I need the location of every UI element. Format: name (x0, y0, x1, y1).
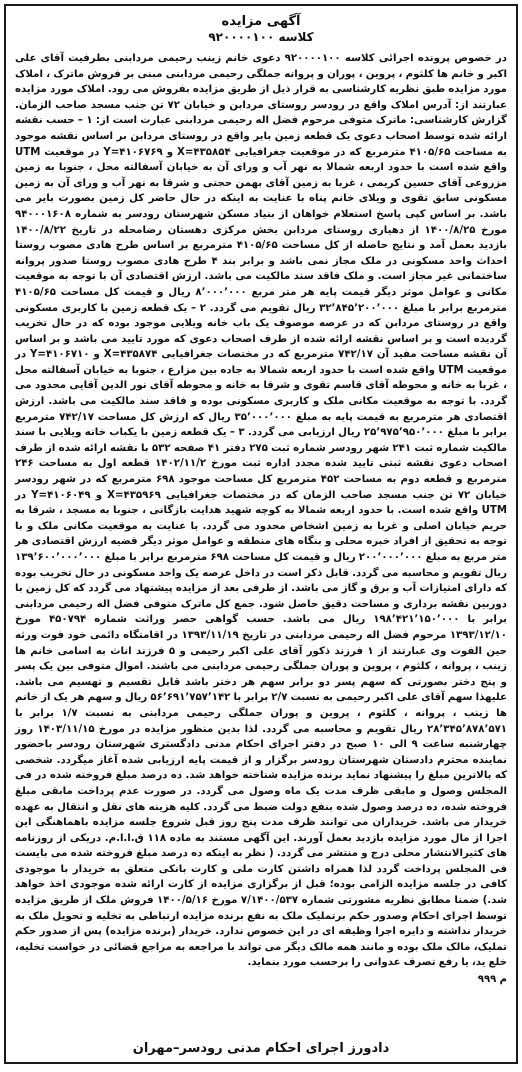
notice-header (15, 14, 507, 45)
case-number: کلاسه ۹۲۰۰۰۰۱۰۰ (208, 30, 314, 44)
signature-line: دادورز اجرای احکام مدنی رودسر–مهران (132, 1041, 390, 1056)
auction-notice (4, 4, 518, 1064)
notice-body: در خصوص پرونده اجرائی کلاسه ۹۲۰۰۰۰۱۰۰ دعوی خانم زینب رحیمی مردابنی بطرفیت آقای علی اکبر و خانم ها کلثوم ، پروین ، پوران و پروانه جملگی رحیمی مردابنی مبنی بر فروش ماترک ، املاک مورد مزایده طبق نظریه کارشناسی به قرار ذیل از طریق مزایده بفروش می رود. املاک مورد مزایده عبارتند از: آدرس املاک واقع در رودسر روستای مردابن و خیابان ۷۲ تن جنب مسجد صاحب الزمان. گزارش کارشناسی: ماترک متوفی مرحوم فضل اله رحیمی مردابنی عبارت است از: ۱ – حسب نقشه ارائه شده توسط اصحاب دعوی یک قطعه زمین بایر واقع در روستای مردابن بر اساس نقشه موجود به مساحت ۴۱۰۵/۶۵ مترمربع که در موقعیت جغرافیایی X=۴۳۵۸۵۴ و Y=۴۱۰۶۷۶۹ در موقعیت UTM واقع شده است با حدود اربعه شمالا به نهر آب و ورای آن به خیابان آسفالته محل ، جنوبا به زمین مزروعی آقای حسین کریمی ، غربا به زمین آقای بهمن حجتی و شرقا به نهر آب و ورای آن به زمین مسکونی سابق تقوی و ویلای خانم پناه با عنایت به اینکه در حال حاضر کل زمین بصورت بایر می باشد. بر اساس کپی پاسخ استعلام خواهان از بنیاد مسکن شهرستان رودسر به شماره ۹۴۰۰۰۱۶۰۸ مورخ ۱۴۰۰/۸/۲۵ از دهیاری روستای مردابن بخش مرکزی دهستان رضامحله در تاریخ ۱۴۰۰/۸/۲۲ بازدید بعمل آمد و نتایج حاصله از کل مساحت ۴۱۰۵/۶۵ مترمربع بر اساس طرح هادی مصوب روستا احداث واحد مسکونی در ملک مجاز نمی باشد و برابر بند ۴ طرح هادی مصوب روستا صدور پروانه ساختمانی غیر مجاز است. و ملک فاقد سند مالکیت می باشد. ارزش اقتصادی آن با توجه به موقعیت مکانی و عوامل موثر دیگر قیمت پایه هر متر مربع ۸٬۰۰۰٬۰۰۰ ریال و قیمت کل مساحت ۴۱۰۵/۶۵ مترمربع برابر با مبلغ ۳۲٬۸۴۵٬۲۰۰٬۰۰۰ ریال تقویم می گردد. ۲ – یک قطعه زمین با کاربری مسکونی واقع در روستای مردابن که در عرصه موصوف یک باب خانه ویلایی موجود بوده که در حال تخریب گردیده است و بر اساس نقشه ارائه شده از طرف اصحاب دعوی که مورد تایید می باشد و بر اساس آن نقشه مساحت مفید آن ۷۴۲/۱۷ مترمربع که در مختصات جغرافیایی X=۴۳۵۸۷۴ و Y=۴۱۰۶۷۱۰ در موقعیت UTM واقع شده است با حدود اربعه شمالا به جاده بین مزارع ، جنوبا به خیابان آسفالته محل ، غربا به خانه و محوطه آقای قاسم تقوی و شرقا به خانه و محوطه آقای نور الدین آقایی محدود می گردد. با توجه به موقعیت مکانی ملک و کاربری مسکونی بوده و فاقد سند مالکیت می باشد. ارزش اقتصادی هر مترمربع به قیمت پایه به مبلغ ۳۵٬۰۰۰٬۰۰۰ ریال که ارزش کل مساحت ۷۴۲/۱۷ مترمربع برابر با مبلغ ۲۵٬۹۷۵٬۹۵۰٬۰۰۰ ریال ارزیابی می گردد. ۳ – یک قطعه زمین با یکباب خانه ویلایی با سند مالکیت شماره ثبت ۲۴۱ شهر رودسر شماره ثبت ۲۷۵ دفتر ۴۱ صفحه ۵۳۲ با نقشه ارائه شده از طرف اصحاب دعوی نقشه ثبتی تایید شده مجدد اداره ثبت مورخ ۱۴۰۲/۱۱/۲ قطعه اول به مساحت ۲۴۶ مترمربع و قطعه دوم به مساحت ۴۵۲ مترمربع کل مساحت موجود ۶۹۸ مترمربع که در شهر رودسر خیابان ۷۲ تن جنب مسجد صاحب الزمان که در مختصات جغرافیایی X=۴۳۵۹۶۹ و Y=۴۱۰۶۰۴۹ در UTM واقع شده است. با حدود اربعه شمالا به کوچه شهید هدایت بازگانی ، جنوبا به مسجد ، شرقا به حریم خیابان اصلی و غربا به زمین اشخاص محدود می گردد. با عنایت به موقعیت مکانی ملک و با توجه به تحقیق از افراد خبره محلی و بنگاه های منطقه و عوامل موثر دیگر قضیه ارزش اقتصادی هر متر مربع به مبلغ ۲۰۰٬۰۰۰٬۰۰۰ ریال و قیمت کل مساحت ۶۹۸ مترمربع برابر با مبلغ ۱۳۹٬۶۰۰٬۰۰۰٬۰۰۰ ریال تقویم و محاسبه می گردد. قابل ذکر است در داخل عرصه یک واحد مسکونی در حال تخریب بوده که دارای امتیازات آب و برق و گاز می باشد. از طرفی بعد از مزایده پیشنهاد می گردد که کل زمین با دوربین نقشه برداری و مساحت دقیق حاصل شود. جمع کل ماترک متوفی فضل اله رحیمی مردابنی برابر با ۱۹۸٬۴۲۱٬۱۵۰٬۰۰۰ ریال می باشد. حسب گواهی حصر وراثت شماره ۴۵۰۷۹۴ مورخ ۱۳۹۳/۱۲/۱۰ مرحوم فضل اله رحیمی مردابنی در تاریخ ۱۳۹۳/۱۱/۱۹ در اقامتگاه دائمی خود فوت ورثه حین الفوت وی عبارتند از ۱ فرزند ذکور آقای علی اکبر رحیمی و ۵ فرزند اناث به اسامی خانم ها زینب ، پروانه ، کلثوم ، پروین و پوران جملگی رحیمی مردابنی می باشند. اموال متوفی بین یک پسر و پنج دختر بصورتی که سهم پسر دو برابر سهم هر دختر باشد قابل تقسیم و تهسیم می باشد. علیهذا سهم آقای علی اکبر رحیمی به نسبت ۲/۷ برابر با ۵۶٬۶۹۱٬۷۵۷٬۱۴۲ ریال و سهم هر یک از خانم ها زینب ، پروانه ، کلثوم ، پروین و پوران جملگی رحیمی مردابنی به نسبت ۱/۷ برابر با ۲۸٬۳۴۵٬۸۷۸٬۵۷۱ ریال تقویم و محاسبه می گردد. لذا بدین منظور مزایده در مورخ ۱۴۰۳/۱۱/۱۵ روز چهارشنبه ساعت ۹ الی ۱۰ صبح در دفتر اجرای احکام مدنی دادگستری شهرستان رودسر باحضور نماینده محترم دادستان شهرستان رودسر برگزار و از قیمت پایه ارزیابی شده آغاز میگردد. شخصی که بالاترین مبلغ را پیشنهاد نماید برنده مزایده شناخته خواهد شد. ده درصد مبلغ فروخته شده در فی المجلس وصول و مابقی ظرف مدت یک ماه وصول می گردد. در صورت عدم پرداخت مابقی مبلغ فروخته شده، ده درصد وصول شده بنفع دولت ضبط می گردد. کلیه هزینه های نقل و انتقال به عهده خریدار می باشد. خریداران می توانند ظرف مدت پنج روز قبل شروع جلسه مزایده باهماهنگی این اجرا از مال مورد مزایده بازدید بعمل آورند. این آگهی مستند به ماده ۱۱۸ ق.ا.ا.م. دریکی از روزنامه های کثیرالانتشار محلی درج و منتشر می گردد. ( نظر به اینکه ده درصد مبلغ فروخته شده می بایست فی المجلس پرداخت گردد لذا همراه داشتن کارت ملی و کارت بانکی متعلق به خریدار با موجودی کافی در جلسه مزایده الزامی بوده؛ قبل از برگزاری مزایده از کارت ارائه شده موجودی اخذ خواهد شد.) ضمنا مطابق نظریه مشورتی شماره ۷/۱۴۰۰/۵۳۷ مورخ ۱۴۰۰/۵/۱۶ فروش ملک از طریق مزایده توسط اجرای احکام وصدور حکم برتملیک ملک به نفع برنده مزایده ارتباطی به تخلیه و تحویل ملک به خریدار نداشته و دایره اجرا وظیفه ای در این خصوص ندارد. خریدار (برنده مزایده) پس از صدور حکم تملیک، مالک ملک بوده و مانند همه مالک دیگر می تواند با مراجعه به مراجع قضائی در خواست تخلیه، خلع ید، یا رفع تصرف عدوانی را برحسب مورد بنماید. (15, 53, 508, 969)
notice-title: آگهی مزایده (221, 14, 301, 29)
reference-number: م ۹۹۹ (477, 974, 507, 986)
